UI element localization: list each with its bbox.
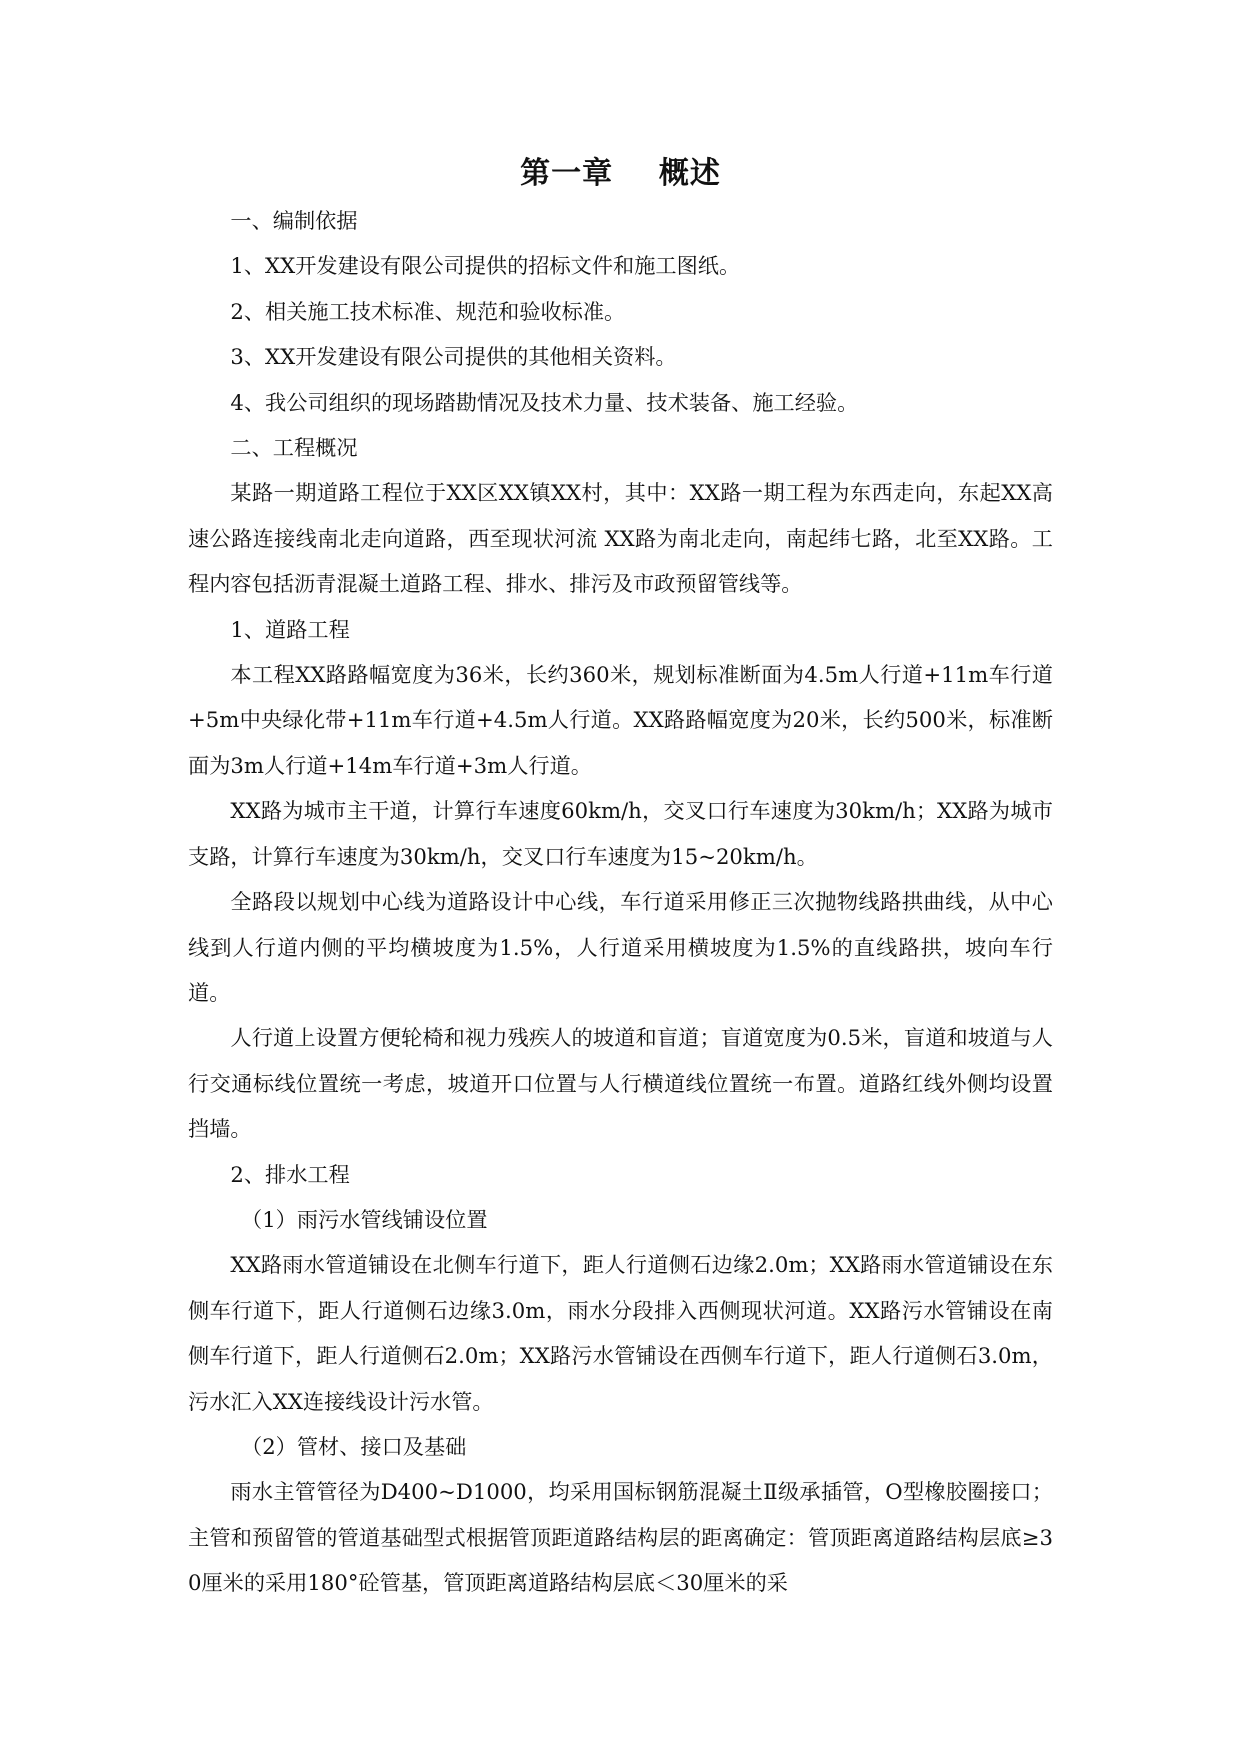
section-heading-overview: 二、工程概况 [230,435,358,461]
subheading-pipe-material: （2）管材、接口及基础 [241,1433,467,1459]
overview-paragraph: 某路一期道路工程位于XX区XX镇XX村，其中：XX路一期工程为东西走向，东起XX高速公路连接线南北走向道路，西至现状河流 XX路为南北走向，南起纬七路，北至XX路。工程内容包括沥青混凝土道路工程、排水、排污及市政预留管线等。 [188,480,1053,597]
road-crown-paragraph: 全路段以规划中心线为道路设计中心线，车行道采用修正三次抛物线路拱曲线，从中心线到人行道内侧的平均横坡度为1.5%，人行道采用横坡度为1.5%的直线路拱，坡向车行道。 [188,889,1053,1005]
subheading-road-works: 1、道路工程 [230,616,350,642]
basis-item-4: 4、我公司组织的现场踏勘情况及技术力量、技术装备、施工经验。 [230,389,859,415]
road-speed-paragraph: XX路为城市主干道，计算行车速度60km/h，交叉口行车速度为30km/h；XX路为城市支路，计算行车速度为30km/h，交叉口行车速度为15~20km/h。 [188,798,1053,869]
road-width-paragraph: 本工程XX路路幅宽度为36米，长约360米，规划标准断面为4.5m人行道+11m车行道+5m中央绿化带+11m车行道+4.5m人行道。XX路路幅宽度为20米，长约500米，标准断面为3m人行道+14m车行道+3m人行道。 [188,662,1053,778]
sidewalk-paragraph: 人行道上设置方便轮椅和视力残疾人的坡道和盲道；盲道宽度为0.5米，盲道和坡道与人行交通标线位置统一考虑，坡道开口位置与人行横道线位置统一布置。道路红线外侧均设置挡墙。 [188,1025,1053,1142]
subheading-drainage-works: 2、排水工程 [230,1161,350,1187]
basis-item-3: 3、XX开发建设有限公司提供的其他相关资料。 [230,344,677,370]
document-page [188,150,1053,1606]
section-heading-basis: 一、编制依据 [230,208,358,233]
basis-item-1: 1、XX开发建设有限公司提供的招标文件和施工图纸。 [230,253,741,279]
pipe-location-paragraph: XX路雨水管道铺设在北侧车行道下，距人行道侧石边缘2.0m；XX路雨水管道铺设在东侧车行道下，距人行道侧石边缘3.0m，雨水分段排入西侧现状河道。XX路污水管铺设在南侧车行道下，距人行道侧石2.0m；XX路污水管铺设在西侧车行道下，距人行道侧石3.0m，污水汇入XX连接线设计污水管。 [188,1252,1053,1414]
pipe-material-paragraph: 雨水主管管径为D400~D1000，均采用国标钢筋混凝土Ⅱ级承插管，O型橡胶圈接口；主管和预留管的管道基础型式根据管顶距道路结构层的距离确定：管顶距离道路结构层底≥30厘米的采用180°砼管基，管顶距离道路结构层底＜30厘米的采 [188,1479,1053,1596]
subheading-pipe-location: （1）雨污水管线铺设位置 [241,1206,488,1232]
basis-item-2: 2、相关施工技术标准、规范和验收标准。 [230,298,626,324]
chapter-title: 第一章 概述 [520,156,721,191]
